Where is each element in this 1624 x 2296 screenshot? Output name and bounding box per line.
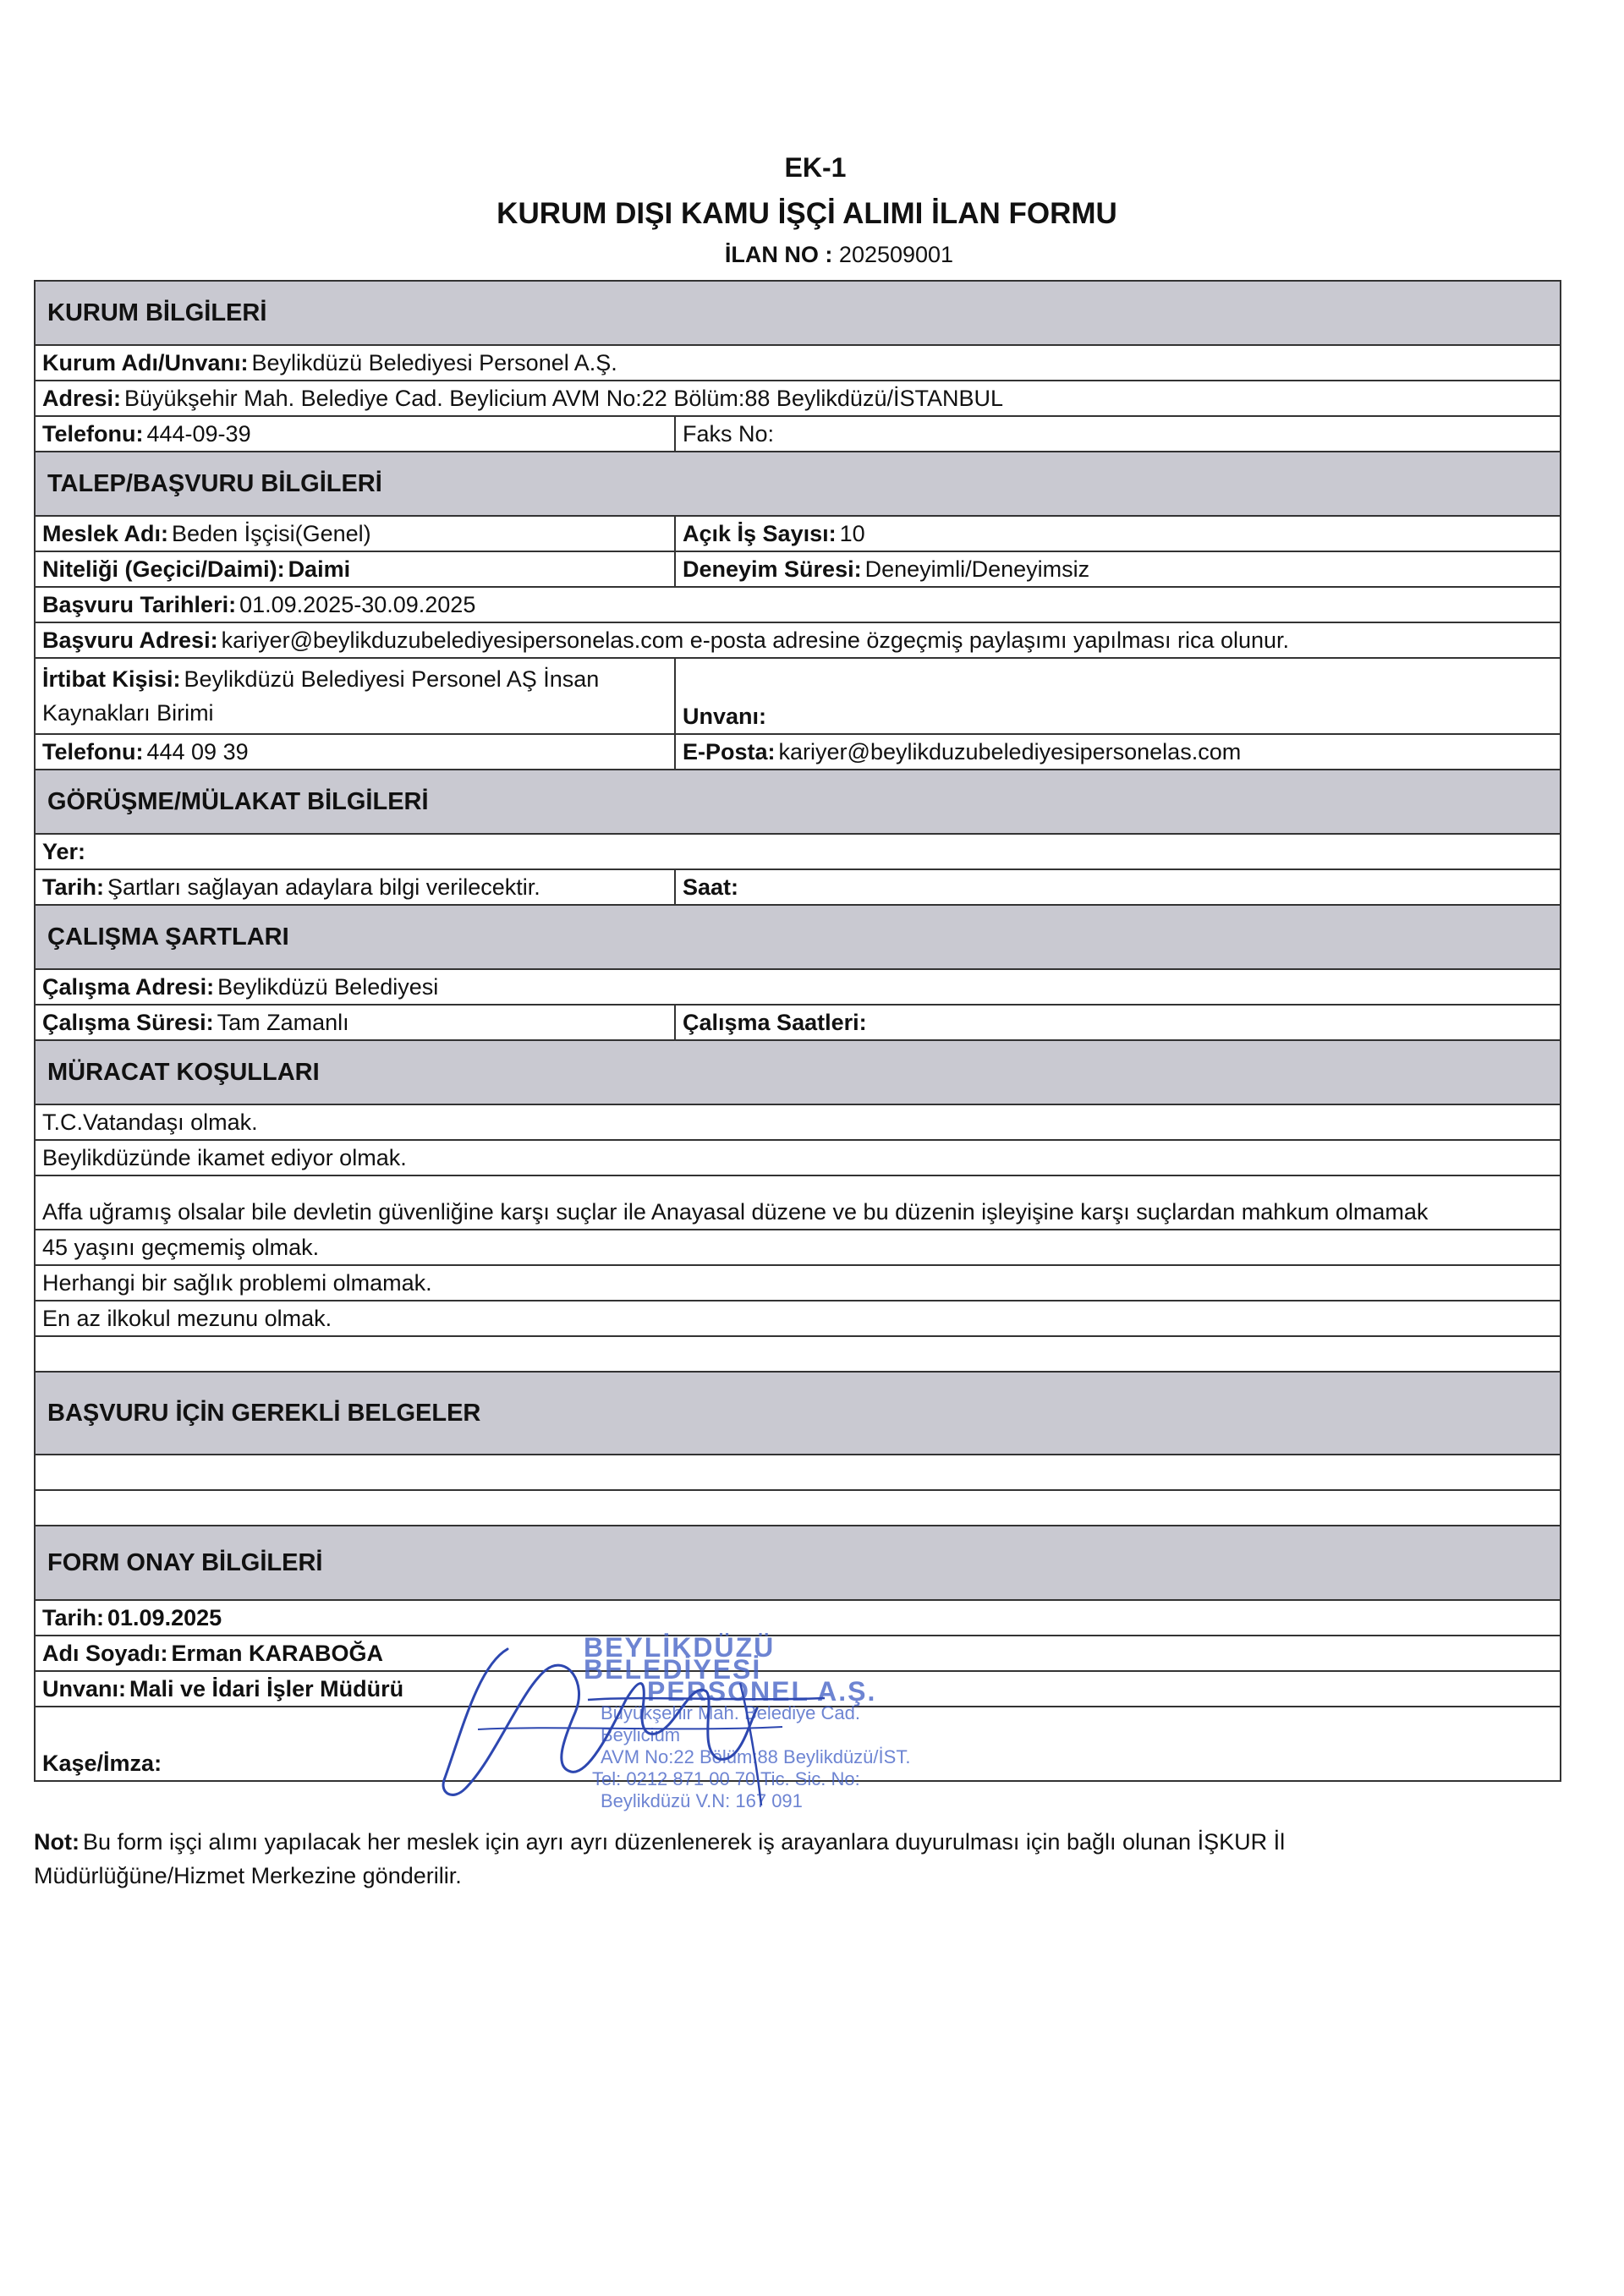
kurum-adi-value: Beylikdüzü Belediyesi Personel A.Ş. [251, 350, 617, 375]
yer-label: Yer: [42, 839, 86, 864]
section-belgeler: BAŞVURU İÇİN GEREKLİ BELGELER [34, 1371, 1561, 1455]
form-code: EK-1 [784, 152, 847, 183]
nitelik-value: Daimi [288, 556, 351, 582]
eposta-label: E-Posta: [683, 739, 776, 764]
kurum-faks-label: Faks No: [683, 421, 775, 447]
meslek-value: Beden İşçisi(Genel) [172, 521, 371, 546]
section-gorusme: GÖRÜŞME/MÜLAKAT BİLGİLERİ [34, 769, 1561, 835]
stamp-line-6: Beylikdüzü V.N: 167 091 [601, 1790, 803, 1811]
kurum-telefon-value: 444-09-39 [146, 421, 251, 447]
irtibat-unvan-label: Unvanı: [683, 704, 767, 729]
row-irtibat-telefon [34, 733, 1561, 770]
acik-is-label: Açık İş Sayısı: [683, 521, 837, 546]
footnote [34, 1825, 1472, 1893]
list-item [34, 1229, 1561, 1266]
muracat-item-1: T.C.Vatandaşı olmak. [42, 1110, 258, 1135]
calisma-sure-label: Çalışma Süresi: [42, 1010, 214, 1035]
onay-unvan-value: Mali ve İdari İşler Müdürü [129, 1676, 404, 1701]
irtibat-value: Beylikdüzü Belediyesi Personel AŞ İnsan Kaynakları Birimi [42, 666, 600, 726]
row-basvuru-adres [34, 622, 1561, 659]
row-yer [34, 833, 1561, 870]
list-item [34, 1300, 1561, 1337]
section-muracat: MÜRACAT KOŞULLARI [34, 1039, 1561, 1105]
kurum-adres-label: Adresi: [42, 386, 122, 411]
row-calisma-adres [34, 968, 1561, 1006]
muracat-item-4: 45 yaşını geçmemiş olmak. [42, 1235, 320, 1260]
basvuru-adres-value: kariyer@beylikduzubelediyesipersonelas.com e-posta adresine özgeçmiş paylaşımı yapılması rica olunur. [221, 627, 1290, 653]
onay-adi-label: Adı Soyadı: [42, 1641, 168, 1666]
kurum-adi-label: Kurum Adı/Unvanı: [42, 350, 249, 375]
muracat-item-3: Affa uğramış olsalar bile devletin güvenliğine karşı suçlar ile Anayasal düzene ve bu düzenin işleyişine karşı suçlardan mahkum olmamak [42, 1199, 1429, 1225]
kase-label: Kaşe/İmza: [42, 1751, 162, 1776]
row-irtibat [34, 657, 1561, 735]
ilan-number [27, 242, 1624, 268]
row-nitelik [34, 551, 1561, 588]
irtibat-label: İrtibat Kişisi: [42, 666, 181, 692]
kurum-adres-value: Büyükşehir Mah. Belediye Cad. Beylicium AVM No:22 Bölüm:88 Beylikdüzü/İSTANBUL [124, 386, 1003, 411]
muracat-item-2: Beylikdüzünde ikamet ediyor olmak. [42, 1145, 407, 1170]
stamp-line-4: AVM No:22 Bölüm:88 Beylikdüzü/İST. [601, 1746, 911, 1767]
stamp-line-3: Büyükşehir Mah. Belediye Cad. Beylicium [601, 1702, 860, 1745]
calisma-saat-label: Çalışma Saatleri: [683, 1010, 867, 1035]
muracat-item-5: Herhangi bir sağlık problemi olmamak. [42, 1270, 432, 1296]
list-item [34, 1264, 1561, 1301]
list-item [34, 1139, 1561, 1176]
irtibat-telefon-label: Telefonu: [42, 739, 144, 764]
kurum-telefon-label: Telefonu: [42, 421, 144, 447]
application-form [34, 282, 1561, 1782]
onay-unvan-label: Unvanı: [42, 1676, 127, 1701]
deneyim-value: Deneyimli/Deneyimsiz [864, 556, 1090, 582]
row-meslek [34, 515, 1561, 552]
note-text: Bu form işçi alımı yapılacak her meslek için ayrı ayrı düzenlenerek iş arayanlara duyurulması için bağlı olunan İŞKUR İl Müdürlüğüne/Hizmet Merkezine gönderilir. [34, 1829, 1286, 1888]
ilan-label: İLAN NO : [724, 242, 833, 267]
irtibat-telefon-value: 444 09 39 [146, 739, 249, 764]
calisma-sure-value: Tam Zamanlı [217, 1010, 349, 1035]
gorusme-tarih-label: Tarih: [42, 874, 104, 900]
section-talep: TALEP/BAŞVURU BİLGİLERİ [34, 451, 1561, 517]
list-item [34, 1175, 1561, 1230]
row-gorusme-tarih [34, 869, 1561, 906]
basvuru-tarih-value: 01.09.2025-30.09.2025 [239, 592, 476, 617]
row-kurum-adi [34, 344, 1561, 381]
calisma-adres-label: Çalışma Adresi: [42, 974, 215, 1000]
row-kurum-adres [34, 380, 1561, 417]
section-kurum: KURUM BİLGİLERİ [34, 280, 1561, 346]
row-basvuru-tarih [34, 586, 1561, 623]
ilan-value: 202509001 [838, 242, 954, 267]
blank-row [34, 1489, 1561, 1526]
meslek-label: Meslek Adı: [42, 521, 169, 546]
basvuru-adres-label: Başvuru Adresi: [42, 627, 218, 653]
row-kurum-telefon [34, 415, 1561, 452]
basvuru-tarih-label: Başvuru Tarihleri: [42, 592, 237, 617]
acik-is-value: 10 [839, 521, 865, 546]
onay-tarih-value: 01.09.2025 [107, 1605, 222, 1630]
muracat-item-6: En az ilkokul mezunu olmak. [42, 1306, 332, 1331]
onay-tarih-label: Tarih: [42, 1605, 104, 1630]
saat-label: Saat: [683, 874, 739, 900]
row-onay-tarih [34, 1599, 1561, 1636]
calisma-adres-value: Beylikdüzü Belediyesi [217, 974, 439, 1000]
blank-row [34, 1454, 1561, 1491]
deneyim-label: Deneyim Süresi: [683, 556, 862, 582]
gorusme-tarih-value: Şartları sağlayan adaylara bilgi verilecektir. [107, 874, 540, 900]
form-title: KURUM DIŞI KAMU İŞÇİ ALIMI İLAN FORMU [497, 197, 1117, 230]
note-label: Not: [34, 1829, 80, 1855]
section-onay: FORM ONAY BİLGİLERİ [34, 1525, 1561, 1601]
signature [427, 1632, 909, 1810]
stamp-line-2: PERSONEL A.Ş. [647, 1676, 877, 1707]
stamp-line-1: BEYLİKDÜZÜ BELEDİYESİ [584, 1632, 776, 1685]
blank-row [34, 1335, 1561, 1373]
stamp-line-5: Tel: 0212 871 00 70 Tic. Sic. No: [592, 1768, 860, 1789]
eposta-value: kariyer@beylikduzubelediyesipersonelas.com [778, 739, 1242, 764]
section-calisma: ÇALIŞMA ŞARTLARI [34, 904, 1561, 970]
onay-adi-value: Erman KARABOĞA [171, 1641, 384, 1666]
nitelik-label: Niteliği (Geçici/Daimi): [42, 556, 285, 582]
list-item [34, 1104, 1561, 1141]
row-calisma-sure [34, 1004, 1561, 1041]
